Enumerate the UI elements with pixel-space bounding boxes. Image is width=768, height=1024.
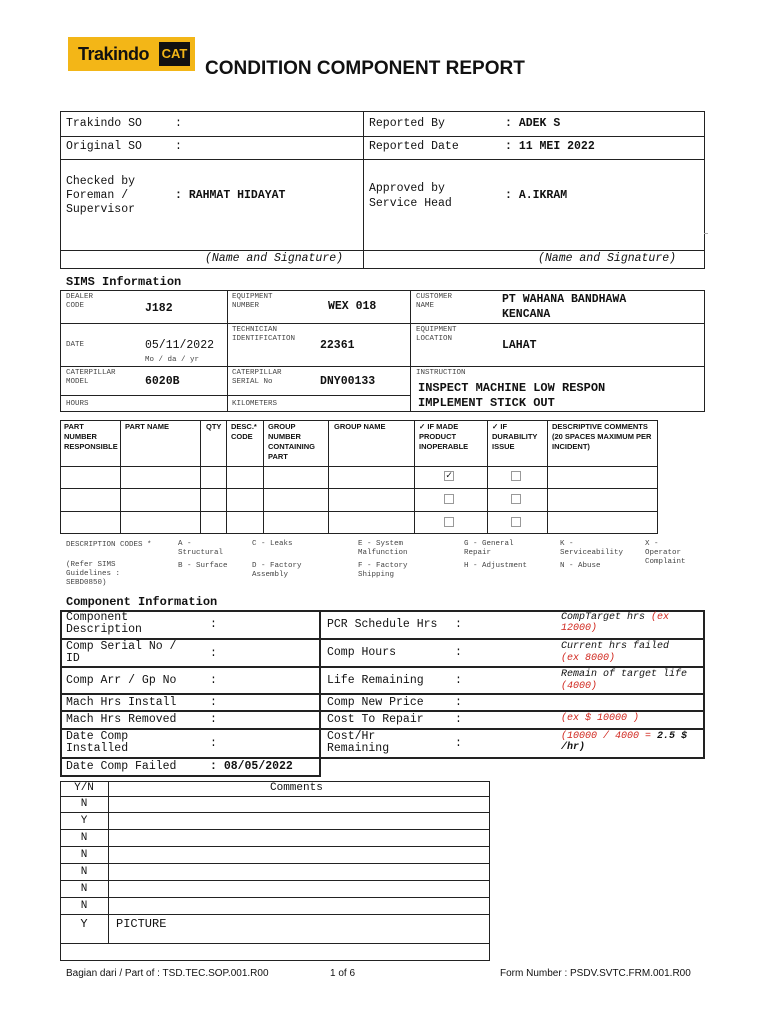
comp-arr-label: Comp Arr / Gp No xyxy=(66,674,177,687)
equipment-number-label: EQUIPMENT NUMBER xyxy=(232,293,273,310)
footer-form-number: Form Number : PSDV.SVTC.FRM.001.R00 xyxy=(500,968,691,979)
name-signature-left: (Name and Signature) xyxy=(205,252,344,265)
sims-section-title: SIMS Information xyxy=(66,275,182,289)
approved-by-value: : A.IKRAM xyxy=(505,189,568,202)
code-a: A - Structural xyxy=(178,540,224,557)
date-comp-installed-label: Date Comp Installed xyxy=(66,730,129,755)
colon: : xyxy=(455,646,462,659)
comp-new-price-label: Comp New Price xyxy=(327,696,424,709)
cost-hr-remaining-value: (10000 / 4000 = 2.5 $ /hr) xyxy=(561,731,688,753)
colon: : xyxy=(455,618,462,631)
code-h: H - Adjustment xyxy=(464,562,528,570)
durability-checkbox[interactable] xyxy=(511,471,521,481)
inoperable-checkbox[interactable]: ✓ xyxy=(445,471,453,482)
checked-by-value: : RAHMAT HIDAYAT xyxy=(175,189,286,202)
code-e: E - System Malfunction xyxy=(358,540,408,557)
cat-badge: CAT xyxy=(159,42,190,66)
comments-header: Comments xyxy=(270,782,323,794)
colon: : xyxy=(210,647,217,660)
cost-to-repair-label: Cost To Repair xyxy=(327,713,424,726)
comp-hours-hint: (ex 8000) xyxy=(561,653,616,664)
yn-value: N xyxy=(80,883,88,895)
date-comp-failed-value: : 08/05/2022 xyxy=(210,760,293,773)
colon: : xyxy=(455,737,462,750)
description-codes-label: DESCRIPTION CODES * xyxy=(66,541,152,549)
date-format: Mo / da / yr xyxy=(145,356,200,364)
pcr-schedule-label: PCR Schedule Hrs xyxy=(327,618,438,631)
colon: : xyxy=(210,737,217,750)
code-f: F - Factory Shipping xyxy=(358,562,408,579)
colon: : xyxy=(175,117,182,130)
reported-date-value: : 11 MEI 2022 xyxy=(505,140,595,153)
equipment-location-label: EQUIPMENT LOCATION xyxy=(416,326,457,343)
instruction-label: INSTRUCTION xyxy=(416,369,466,377)
cost-hr-remaining-label: Cost/Hr Remaining xyxy=(327,730,390,755)
colon: : xyxy=(175,140,182,153)
colon: : xyxy=(210,674,217,687)
col-descriptive-comments: DESCRIPTIVE COMMENTS (20 SPACES MAXIMUM PER INCIDENT) xyxy=(552,422,652,451)
component-section-title: Component Information xyxy=(66,595,218,609)
col-part-number: PART NUMBER RESPONSIBLE xyxy=(64,422,118,451)
reported-date-label: Reported Date xyxy=(369,140,459,153)
comp-hours-value: Current hrs failed xyxy=(561,641,670,652)
code-n: N - Abuse xyxy=(560,562,601,570)
code-b: B - Surface xyxy=(178,562,228,570)
comment-text: PICTURE xyxy=(116,917,167,931)
code-g: G - General Repair xyxy=(464,540,514,557)
durability-checkbox[interactable] xyxy=(511,517,521,527)
yn-value: Y xyxy=(80,815,88,827)
yn-value: N xyxy=(80,900,88,912)
footer-part-of: Bagian dari / Part of : TSD.TEC.SOP.001.R00 xyxy=(66,968,269,979)
colon: : xyxy=(455,713,462,726)
col-part-name: PART NAME xyxy=(125,422,170,431)
footer-page: 1 of 6 xyxy=(330,968,356,979)
equipment-number: WEX 018 xyxy=(328,300,377,313)
model-value: 6020B xyxy=(145,375,180,388)
technician-id-label: TECHNICIAN IDENTIFICATION xyxy=(232,326,296,343)
refer-guidelines: (Refer SIMS Guidelines : SEBD0850) xyxy=(66,561,121,587)
comp-description-label: Component Description xyxy=(66,611,142,636)
trakindo-cat-logo xyxy=(68,37,195,71)
colon: : xyxy=(455,674,462,687)
equipment-location: LAHAT xyxy=(502,339,537,352)
inoperable-checkbox[interactable] xyxy=(444,517,454,527)
page-title: CONDITION COMPONENT REPORT xyxy=(205,58,525,79)
life-remaining-value: Remain of target life xyxy=(561,669,688,680)
approved-by-label: Approved by Service Head xyxy=(369,182,452,210)
code-d: D - Factory Assembly xyxy=(252,562,302,579)
yn-value: Y xyxy=(80,917,88,931)
code-x: X - Operator Complaint xyxy=(645,540,686,566)
name-signature-right: (Name and Signature) xyxy=(538,252,677,265)
date-label: DATE xyxy=(66,341,85,349)
hours-label: HOURS xyxy=(66,400,89,408)
instruction-value: INSPECT MACHINE LOW RESPON IMPLEMENT STICK OUT xyxy=(418,381,606,410)
col-group-name: GROUP NAME xyxy=(334,422,386,431)
durability-checkbox[interactable] xyxy=(511,494,521,504)
col-inoperable: ✓ IF MADE PRODUCT INOPERABLE xyxy=(419,422,469,451)
colon: : xyxy=(455,696,462,709)
yn-value: N xyxy=(80,798,88,810)
cost-to-repair-hint: (ex $ 10000 ) xyxy=(561,713,640,724)
checked-by-label: Checked by Foreman / Supervisor xyxy=(66,175,136,216)
mach-hrs-removed-label: Mach Hrs Removed xyxy=(66,713,177,726)
yn-value: N xyxy=(80,866,88,878)
col-qty: QTY xyxy=(206,422,222,431)
customer-name: PT WAHANA BANDHAWA KENCANA xyxy=(502,293,627,321)
reported-by-value: : ADEK S xyxy=(505,117,561,130)
mach-hrs-install-label: Mach Hrs Install xyxy=(66,696,177,709)
life-remaining-hint: (4000) xyxy=(561,681,598,692)
technician-id: 22361 xyxy=(320,339,355,352)
colon: : xyxy=(210,618,217,631)
col-durability: ✓ IF DURABILITY ISSUE xyxy=(492,422,538,451)
col-group-number: GROUP NUMBER CONTAINING PART xyxy=(268,422,315,461)
yn-header: Y/N xyxy=(74,782,94,794)
brand-name: Trakindo xyxy=(78,44,150,64)
col-desc-code: DESC.* CODE xyxy=(231,422,257,441)
code-k: K - Serviceability xyxy=(560,540,624,557)
date-value: 05/11/2022 xyxy=(145,339,215,352)
date-comp-failed-label: Date Comp Failed xyxy=(66,760,177,773)
model-label: CATERPILLAR MODEL xyxy=(66,369,116,386)
dealer-code-label: DEALER CODE xyxy=(66,293,94,310)
pcr-schedule-value: CompTarget hrs (ex 12000) xyxy=(561,612,670,634)
yn-value: N xyxy=(80,832,88,844)
comp-serial-label: Comp Serial No / ID xyxy=(66,640,177,665)
comp-hours-label: Comp Hours xyxy=(327,646,397,659)
serial-value: DNY00133 xyxy=(320,375,376,388)
colon: : xyxy=(210,696,217,709)
original-so-label: Original SO xyxy=(66,140,142,153)
code-c: C - Leaks xyxy=(252,540,293,548)
trakindo-so-label: Trakindo SO xyxy=(66,117,142,130)
dealer-code: J182 xyxy=(145,302,173,315)
kilometers-label: KILOMETERS xyxy=(232,400,278,408)
yn-value: N xyxy=(80,849,88,861)
inoperable-checkbox[interactable] xyxy=(444,494,454,504)
serial-label: CATERPILLAR SERIAL No xyxy=(232,369,282,386)
life-remaining-label: Life Remaining xyxy=(327,674,424,687)
colon: : xyxy=(210,713,217,726)
reported-by-label: Reported By xyxy=(369,117,445,130)
customer-name-label: CUSTOMER NAME xyxy=(416,293,453,310)
